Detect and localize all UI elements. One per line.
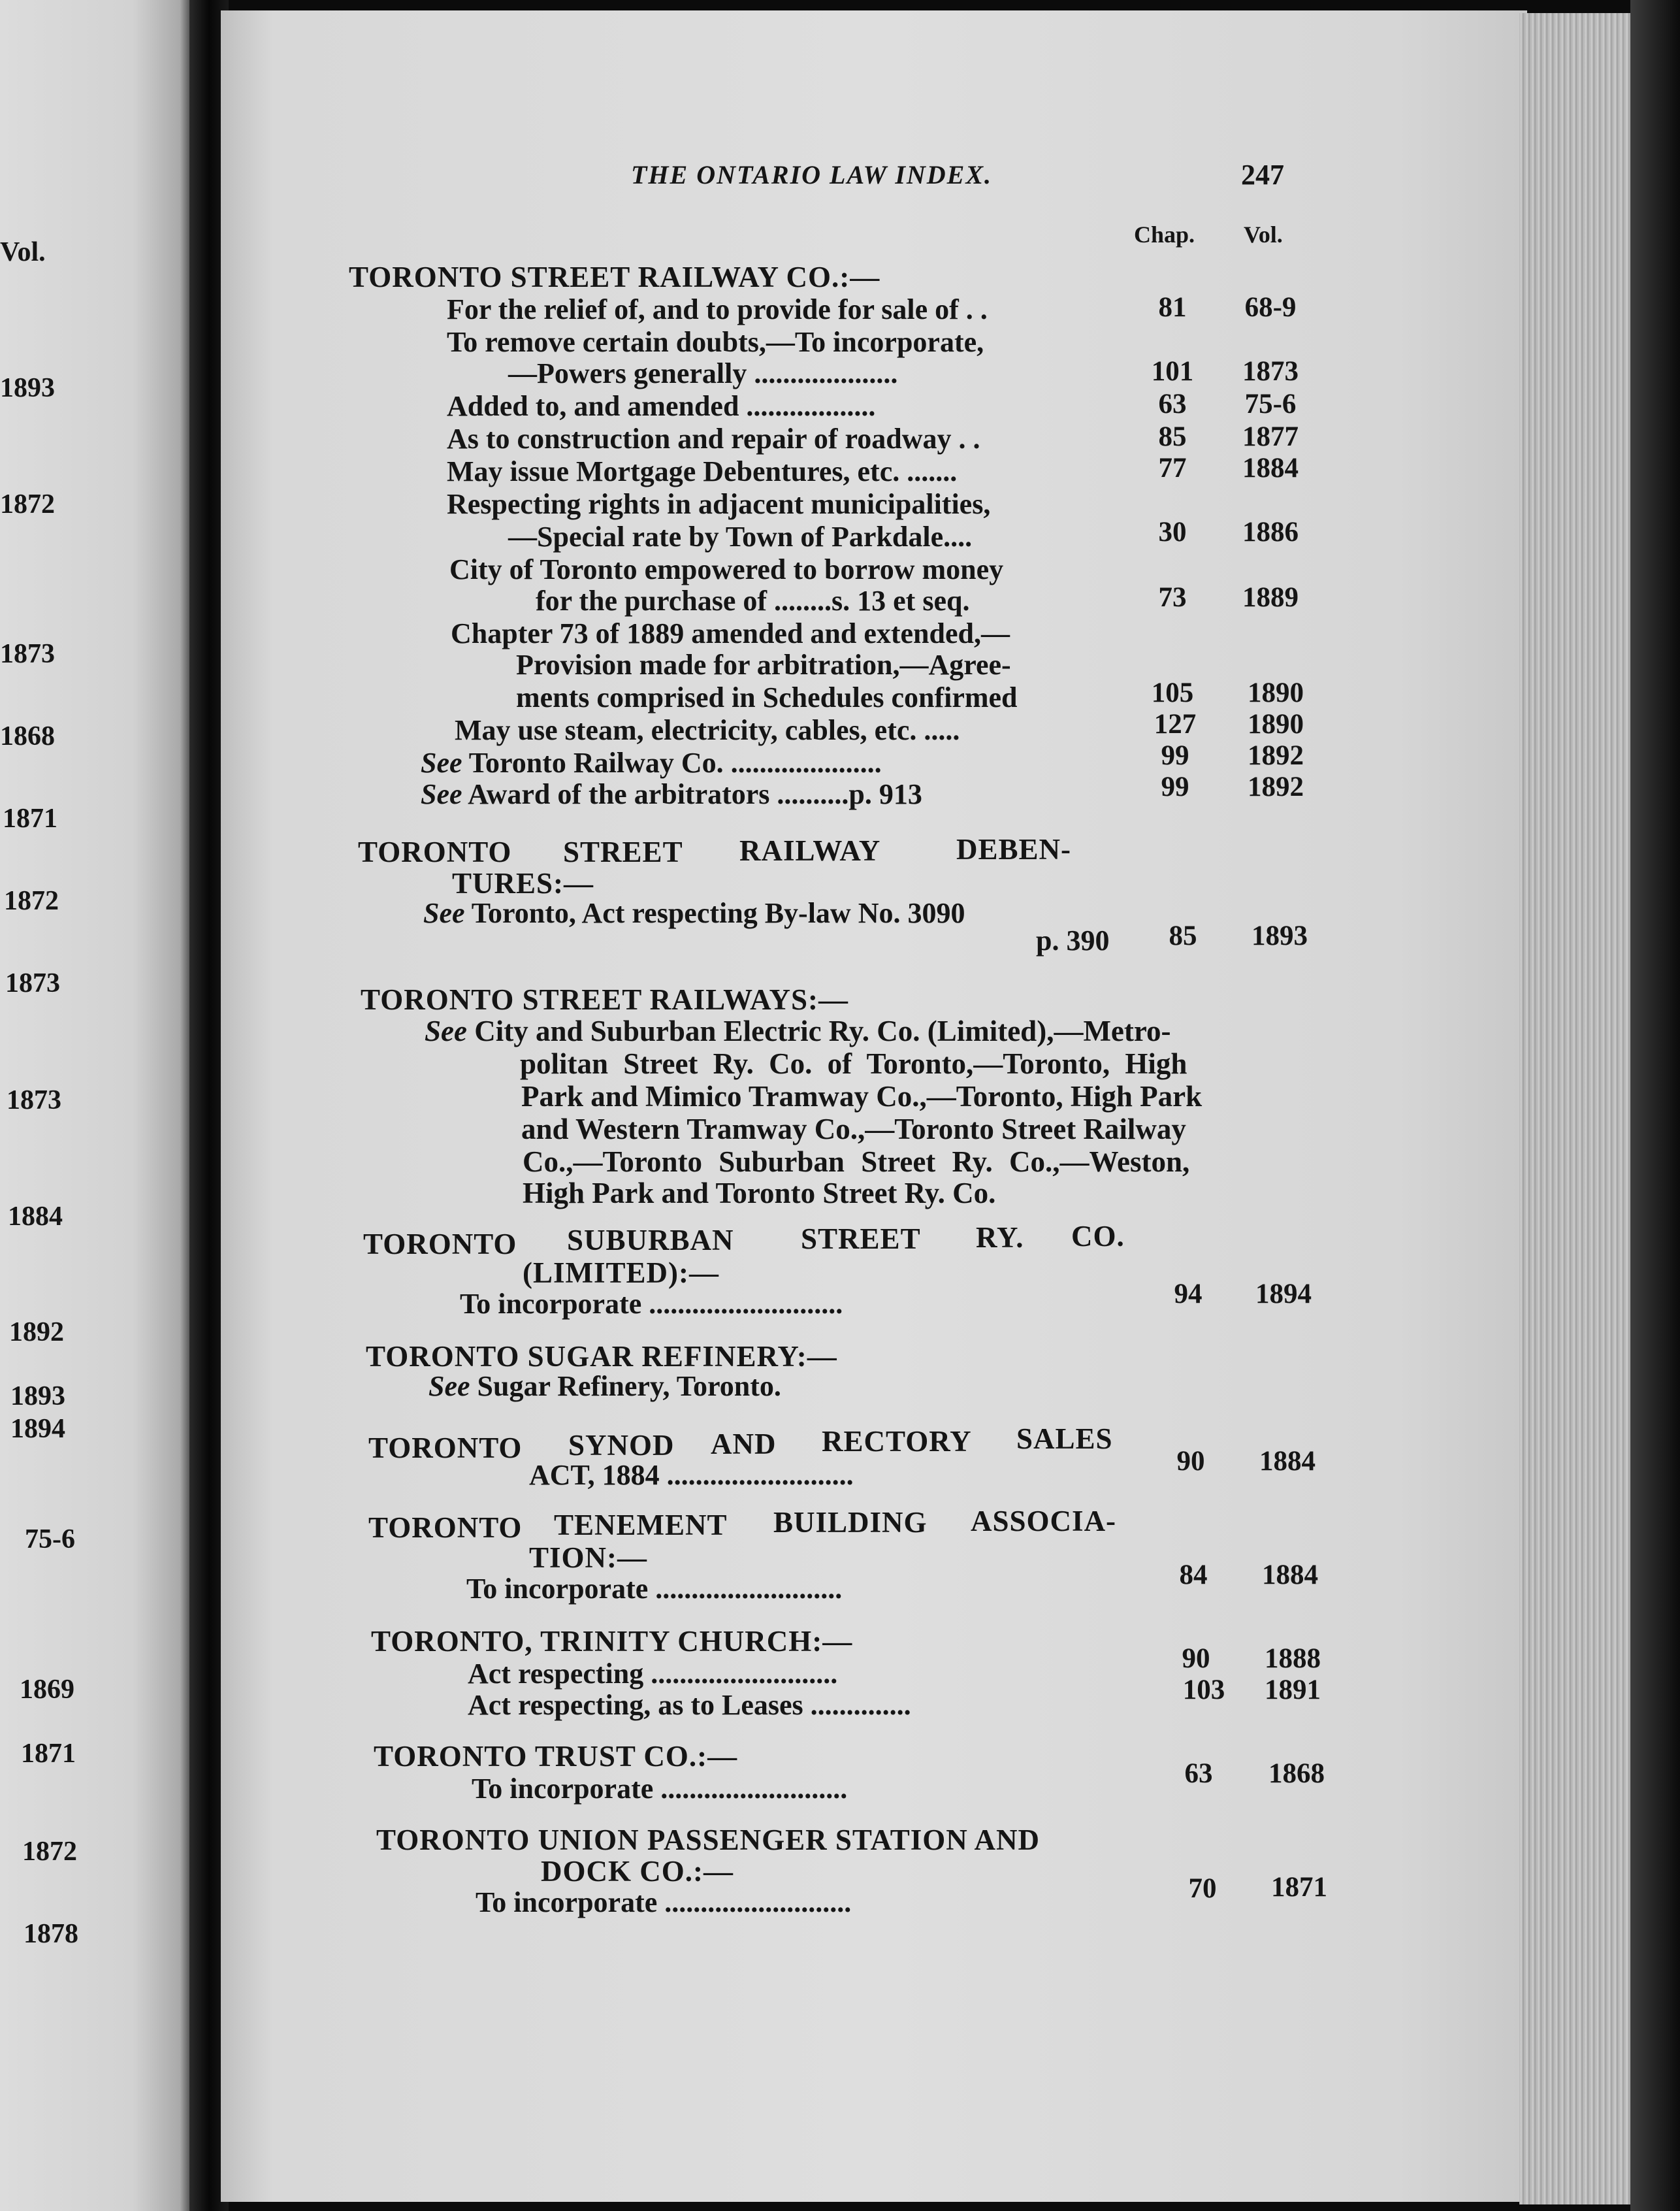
running-title: THE ONTARIO LAW INDEX. bbox=[631, 160, 993, 189]
chapter-number: 30 bbox=[1158, 517, 1187, 548]
entry-heading-word: SYNOD bbox=[568, 1429, 675, 1462]
entry-line: To incorporate .......................... bbox=[466, 1573, 843, 1605]
cross-reference-continued: and Western Tramway Co.,—Toronto Street Railway bbox=[521, 1113, 1186, 1145]
cross-reference-continued: politan Street Ry. Co. of Toronto,—Toronto, High bbox=[520, 1047, 1187, 1080]
chapter-number: 77 bbox=[1158, 453, 1187, 483]
left-vol-entry: 75-6 bbox=[25, 1524, 75, 1554]
volume-year: 1894 bbox=[1255, 1279, 1312, 1309]
entry-heading-word: TORONTO bbox=[358, 836, 512, 868]
left-vol-entry: 1894 bbox=[10, 1414, 65, 1444]
left-vol-entry: 1871 bbox=[21, 1739, 76, 1769]
chapter-number: 85 bbox=[1169, 921, 1197, 951]
cross-reference bbox=[421, 746, 882, 779]
entry-heading-continued: TION:— bbox=[529, 1541, 648, 1574]
entry-heading-word: TORONTO bbox=[368, 1432, 523, 1464]
entry-heading-word: RY. bbox=[976, 1221, 1024, 1254]
volume-year: 1889 bbox=[1242, 582, 1299, 613]
entry-line: Chapter 73 of 1889 amended and extended,— bbox=[451, 617, 1010, 649]
entry-heading: TORONTO STREET RAILWAYS:— bbox=[361, 983, 848, 1016]
see-label: See bbox=[425, 1015, 467, 1047]
chapter-number: 127 bbox=[1154, 709, 1197, 740]
entry-line: ACT, 1884 .......................... bbox=[529, 1459, 854, 1491]
volume-year: 1871 bbox=[1271, 1872, 1327, 1903]
entry-line: To incorporate .......................... bbox=[476, 1886, 852, 1918]
entry-heading-word: STREET bbox=[801, 1222, 921, 1255]
entry-heading-word: SALES bbox=[1016, 1422, 1113, 1455]
chapter-number: 94 bbox=[1174, 1279, 1203, 1309]
left-vol-header: Vol. bbox=[0, 237, 46, 267]
volume-year: 1888 bbox=[1265, 1643, 1321, 1674]
volume-year: 1886 bbox=[1242, 517, 1299, 548]
left-vol-entry: 1884 bbox=[8, 1202, 63, 1232]
left-vol-entry: 1871 bbox=[3, 804, 57, 834]
left-vol-entry: 1892 bbox=[9, 1317, 64, 1347]
entry-line-continued: —Special rate by Town of Parkdale.... bbox=[508, 521, 973, 553]
left-vol-entry: 1868 bbox=[0, 721, 55, 751]
chapter-number: 90 bbox=[1182, 1643, 1210, 1674]
volume-year: 1893 bbox=[1252, 921, 1308, 951]
entry-heading-continued: TURES:— bbox=[452, 867, 594, 900]
see-label: See bbox=[421, 778, 462, 810]
entry-heading-word: AND bbox=[711, 1428, 777, 1460]
left-vol-entry: 1893 bbox=[10, 1381, 65, 1411]
entry-line-continued: —Powers generally .................... bbox=[508, 357, 898, 389]
entry-heading-continued: DOCK CO.:— bbox=[541, 1855, 734, 1888]
cross-reference bbox=[423, 896, 965, 930]
volume-year: 1877 bbox=[1242, 421, 1299, 452]
volume-year: 1891 bbox=[1265, 1675, 1321, 1705]
left-vol-entry: 1872 bbox=[0, 489, 55, 519]
volume-year: 75-6 bbox=[1244, 389, 1297, 419]
entry-heading-continued: (LIMITED):— bbox=[523, 1256, 719, 1289]
chapter-number: 99 bbox=[1161, 772, 1189, 802]
column-header-vol: Vol. bbox=[1244, 221, 1283, 248]
entry-heading-word: TORONTO bbox=[368, 1511, 523, 1544]
entry-line: To remove certain doubts,—To incorporate, bbox=[447, 326, 984, 358]
volume-year: 1892 bbox=[1248, 772, 1304, 802]
volume-year: 68-9 bbox=[1244, 292, 1297, 323]
entry-line: Act respecting .......................... bbox=[468, 1658, 838, 1690]
cross-reference bbox=[425, 1014, 1171, 1048]
entry-line: City of Toronto empowered to borrow money bbox=[449, 553, 1004, 585]
entry-heading-word: SUBURBAN bbox=[567, 1224, 734, 1256]
entry-heading-word: BUILDING bbox=[773, 1506, 928, 1539]
volume-year: 1868 bbox=[1268, 1758, 1325, 1789]
chapter-number: 105 bbox=[1151, 678, 1194, 708]
entry-heading-word: DEBEN- bbox=[956, 833, 1072, 866]
entry-heading: TORONTO STREET RAILWAY CO.:— bbox=[349, 261, 880, 293]
column-header-chap: Chap. bbox=[1134, 221, 1195, 248]
chapter-number: 85 bbox=[1158, 421, 1187, 452]
entry-heading-word: TENEMENT bbox=[554, 1509, 728, 1541]
cross-reference-text: Toronto Railway Co. ..................... bbox=[462, 747, 882, 779]
entry-line: May use steam, electricity, cables, etc. ..... bbox=[455, 714, 960, 746]
entry-heading-word: STREET bbox=[563, 836, 683, 868]
chapter-number: 63 bbox=[1184, 1758, 1213, 1789]
book-edge-shadow bbox=[1630, 0, 1680, 2211]
volume-year: 1892 bbox=[1248, 740, 1304, 771]
volume-year: 1884 bbox=[1262, 1560, 1318, 1590]
volume-year: 1884 bbox=[1259, 1446, 1316, 1477]
entry-line: For the relief of, and to provide for sale of . . bbox=[447, 293, 988, 325]
cross-reference-continued: High Park and Toronto Street Ry. Co. bbox=[523, 1177, 996, 1209]
left-vol-entry: 1869 bbox=[20, 1675, 74, 1705]
chapter-number: 70 bbox=[1188, 1873, 1217, 1904]
left-vol-entry: 1872 bbox=[4, 886, 59, 916]
page-reference: p. 390 bbox=[1036, 925, 1110, 957]
chapter-number: 84 bbox=[1179, 1560, 1208, 1590]
left-vol-entry: 1873 bbox=[5, 968, 60, 998]
cross-reference bbox=[421, 778, 922, 811]
entry-heading: TORONTO TRUST CO.:— bbox=[374, 1740, 738, 1773]
entry-heading-word: TORONTO bbox=[363, 1228, 517, 1260]
left-vol-entry: 1873 bbox=[0, 639, 55, 669]
left-vol-entry: 1872 bbox=[22, 1837, 77, 1867]
see-label: See bbox=[421, 747, 462, 779]
volume-year: 1884 bbox=[1242, 453, 1299, 483]
entry-heading: TORONTO UNION PASSENGER STATION AND bbox=[376, 1824, 1041, 1856]
entry-line: Act respecting, as to Leases .............. bbox=[468, 1689, 911, 1721]
entry-heading: TORONTO, TRINITY CHURCH:— bbox=[371, 1625, 853, 1658]
entry-heading-word: CO. bbox=[1071, 1220, 1125, 1253]
entry-line: Added to, and amended .................. bbox=[447, 390, 876, 422]
cross-reference-continued: Park and Mimico Tramway Co.,—Toronto, High Park bbox=[521, 1080, 1203, 1113]
volume-year: 1890 bbox=[1248, 709, 1304, 740]
page-number: 247 bbox=[1241, 159, 1284, 191]
chapter-number: 81 bbox=[1158, 292, 1187, 323]
cross-reference-text: Award of the arbitrators ..........p. 913 bbox=[462, 778, 922, 810]
volume-year: 1890 bbox=[1248, 678, 1304, 708]
chapter-number: 103 bbox=[1182, 1675, 1225, 1705]
cross-reference bbox=[428, 1369, 781, 1403]
chapter-number: 99 bbox=[1161, 740, 1189, 771]
page-edges bbox=[1519, 13, 1630, 2204]
entry-line: May issue Mortgage Debentures, etc. ....... bbox=[447, 455, 958, 487]
entry-line: To incorporate ........................... bbox=[460, 1288, 843, 1320]
left-vol-entry: 1873 bbox=[7, 1085, 61, 1115]
cross-reference-text: Toronto, Act respecting By-law No. 3090 bbox=[464, 897, 965, 929]
chapter-number: 63 bbox=[1158, 389, 1187, 419]
see-label: See bbox=[428, 1370, 470, 1402]
left-vol-entry: 1878 bbox=[24, 1919, 78, 1949]
entry-line: To incorporate .......................... bbox=[472, 1773, 848, 1805]
cross-reference-continued: Co.,—Toronto Suburban Street Ry. Co.,—Weston, bbox=[523, 1145, 1190, 1178]
entry-line: As to construction and repair of roadway . . bbox=[447, 423, 980, 455]
entry-heading-word: RECTORY bbox=[822, 1425, 972, 1458]
chapter-number: 90 bbox=[1176, 1446, 1205, 1477]
left-vol-entry: 1893 bbox=[0, 373, 55, 403]
cross-reference-text: Sugar Refinery, Toronto. bbox=[470, 1370, 781, 1402]
entry-heading-word: RAILWAY bbox=[739, 834, 881, 867]
chapter-number: 73 bbox=[1158, 582, 1187, 613]
volume-year: 1873 bbox=[1242, 356, 1299, 387]
entry-heading-word: ASSOCIA- bbox=[971, 1505, 1117, 1537]
chapter-number: 101 bbox=[1151, 356, 1194, 387]
entry-line: Respecting rights in adjacent municipalities, bbox=[447, 488, 991, 520]
entry-line-continued: for the purchase of ........s. 13 et seq. bbox=[536, 585, 970, 617]
see-label: See bbox=[423, 897, 465, 929]
entry-line-continued: ments comprised in Schedules confirmed bbox=[516, 681, 1018, 713]
cross-reference-text: City and Suburban Electric Ry. Co. (Limited),—Metro- bbox=[466, 1015, 1171, 1047]
entry-line-continued: Provision made for arbitration,—Agree- bbox=[516, 649, 1011, 681]
entry-heading: TORONTO SUGAR REFINERY:— bbox=[366, 1340, 837, 1373]
